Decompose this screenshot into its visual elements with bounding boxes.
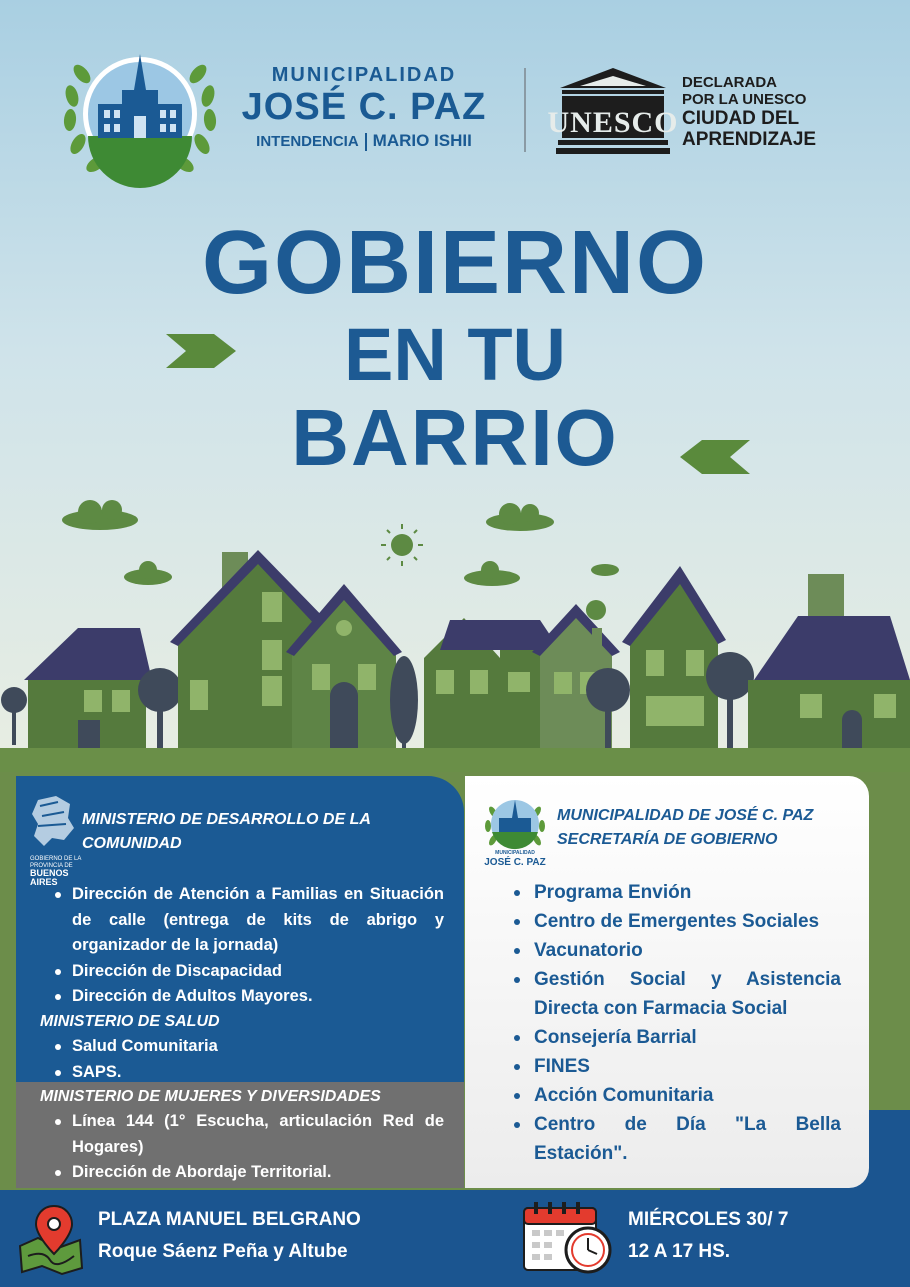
place-name: PLAZA MANUEL BELGRANO <box>98 1209 361 1230</box>
list-item: Gestión Social y Asistencia Directa con Farmacia Social <box>534 965 841 1023</box>
section-heading-desarrollo: MINISTERIO DE DESARROLLO DE LA COMUNIDAD <box>82 811 371 852</box>
title-line1: GOBIERNO <box>201 213 709 313</box>
desarrollo-list <box>72 882 444 1010</box>
heading-line1: MUNICIPALIDAD DE JOSÉ C. PAZ <box>557 807 814 824</box>
section-heading-mujeres: MINISTERIO DE MUJERES Y DIVERSIDADES <box>40 1088 381 1105</box>
mayor-name: MARIO ISHII <box>372 131 472 150</box>
unesco-wordmark: UNESCO <box>547 106 679 139</box>
svg-text:BUENOS: BUENOS <box>30 868 69 878</box>
title-line2: EN TU <box>344 313 566 396</box>
mujeres-list <box>72 1109 444 1186</box>
map-pin-icon <box>18 1202 84 1274</box>
list-item: SAPS. <box>72 1060 444 1086</box>
list-item: Dirección de Atención a Familias en Situación de calle (entrega de kits de abrigo y organizador de la jornada) <box>72 882 444 959</box>
chevron-right-icon <box>166 334 236 368</box>
services-list <box>534 878 841 1168</box>
heading-line2: SECRETARÍA DE GOBIERNO <box>557 831 778 848</box>
intendencia-line <box>234 131 494 151</box>
provincial-ministries-panel <box>16 776 464 1188</box>
salud-list <box>72 1034 444 1085</box>
event-time: 12 A 17 HS. <box>628 1241 731 1262</box>
list-item: Vacunatorio <box>534 936 841 965</box>
list-item: Línea 144 (1° Escucha, articulación Red de Hogares) <box>72 1109 444 1160</box>
municipal-seal-logo <box>60 44 220 182</box>
logo-small-text: MUNICIPALIDAD <box>495 850 535 856</box>
svg-text:AIRES: AIRES <box>30 877 58 887</box>
unesco-line4: APRENDIZAJE <box>682 129 817 150</box>
divider <box>365 133 367 151</box>
list-item: Salud Comunitaria <box>72 1034 444 1060</box>
unesco-temple-icon <box>547 66 679 156</box>
municipal-seal-small-logo <box>483 792 547 868</box>
chevron-left-icon <box>680 440 750 474</box>
municipal-services-panel <box>465 776 869 1188</box>
list-item: Programa Envión <box>534 878 841 907</box>
unesco-line3: CIUDAD DEL <box>682 108 800 129</box>
list-item: Dirección de Adultos Mayores. <box>72 984 444 1010</box>
place-address: Roque Sáenz Peña y Altube <box>98 1241 348 1262</box>
right-panel-heading <box>557 804 813 852</box>
list-item: Consejería Barrial <box>534 1023 841 1052</box>
calendar-clock-icon <box>522 1200 614 1276</box>
location-info <box>98 1204 361 1268</box>
svg-text:PROVINCIA DE: PROVINCIA DE <box>30 863 73 869</box>
event-date: MIÉRCOLES 30/ 7 <box>628 1209 789 1230</box>
list-item: Acción Comunitaria <box>534 1081 841 1110</box>
svg-text:GOBIERNO DE LA: GOBIERNO DE LA <box>30 856 82 862</box>
municipality-title <box>234 64 494 151</box>
list-item: Centro de Día "La Bella Estación". <box>534 1110 841 1168</box>
intendencia-label: INTENDENCIA <box>256 133 359 150</box>
unesco-line2: POR LA UNESCO <box>682 91 807 108</box>
title-line3: BARRIO <box>291 393 619 482</box>
list-item: Dirección de Abordaje Territorial. <box>72 1160 444 1186</box>
logo-label-text: JOSÉ C. PAZ <box>484 857 546 868</box>
buenos-aires-province-logo <box>30 794 82 887</box>
date-info <box>628 1204 789 1268</box>
muni-line1: MUNICIPALIDAD <box>271 64 457 86</box>
section-heading-salud: MINISTERIO DE SALUD <box>40 1013 220 1030</box>
list-item: FINES <box>534 1052 841 1081</box>
muni-line2: JOSÉ C. PAZ <box>241 86 487 128</box>
neighborhood-illustration <box>0 500 910 780</box>
unesco-declaration <box>682 74 816 150</box>
list-item: Centro de Emergentes Sociales <box>534 907 841 936</box>
header-divider <box>524 68 526 152</box>
unesco-line1: DECLARADA <box>682 74 777 91</box>
list-item: Dirección de Discapacidad <box>72 959 444 985</box>
